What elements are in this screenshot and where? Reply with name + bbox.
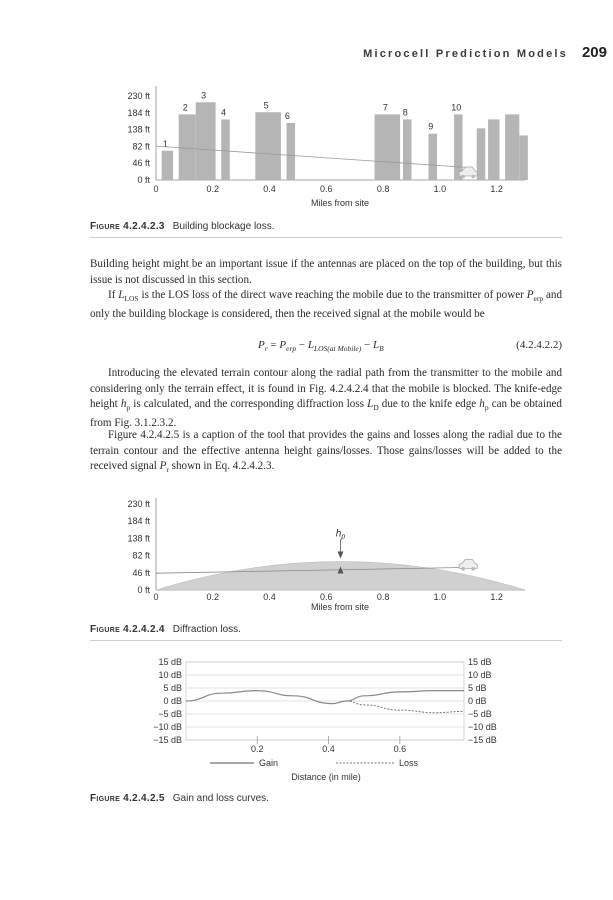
building-label: 3 [201, 90, 207, 101]
building-label: 2 [182, 102, 188, 113]
x-tick-label: 0.2 [251, 744, 264, 754]
building-bar [403, 119, 412, 180]
x-tick-label: 0.8 [376, 592, 390, 602]
y-tick-label: 46 ft [132, 158, 150, 169]
building-bar [179, 114, 196, 180]
x-tick-label: 1.2 [490, 592, 503, 602]
building-bar [162, 151, 173, 180]
y-tick-label-right: −10 dB [468, 722, 497, 732]
paragraph-4: Figure 4.2.4.2.5 is a caption of the tool that provides the gains and losses along the radial due to the terrain contour and the effective antenna height gains/losses. Those gains/losses will be added to the received signal $P_r$ shown in Eq. 4.2.4.2.3. [90, 429, 562, 475]
caption-text: Building blockage loss. [172, 221, 275, 232]
x-tick-label: 1.0 [433, 592, 447, 602]
x-tick-label: 0.6 [320, 184, 333, 194]
building-bar [375, 114, 401, 180]
building-label: 5 [263, 100, 269, 111]
running-title: Microcell Prediction Models [363, 48, 568, 60]
y-tick-label: 82 ft [132, 141, 150, 152]
x-axis-title: Miles from site [310, 198, 370, 208]
y-tick-label-right: −5 dB [468, 709, 492, 719]
y-tick-label-right: 5 dB [468, 683, 487, 693]
legend-gain-label: Gain [259, 758, 279, 768]
y-tick-label-left: 10 dB [158, 670, 182, 680]
paragraph-3: Introducing the elevated terrain contour along the radial path from the transmitter to the mobile and considering only the terrain effect, it is found in Fig. 4.2.4.2.4 that the mobile is blocked. The knife-edge height $h_p$ is calculated, and the corresponding diffraction loss $L_D$ due to the knife edge $h_p$ can be obtained from Fig. 3.1.2.3.2. [90, 367, 562, 429]
x-tick-label: 0.4 [263, 592, 276, 602]
caption-text: Gain and loss curves. [172, 793, 269, 804]
equation-body: $P_r = P_{erp} - L_{LOS(at Mobile)} - L_B$ [258, 339, 384, 354]
running-header [363, 44, 607, 64]
y-tick-label-left: 5 dB [163, 683, 182, 693]
gain-loss-chart [130, 656, 530, 786]
y-tick-label: 230 ft [127, 91, 150, 101]
y-tick-label-right: 10 dB [468, 670, 492, 680]
diffraction-loss-figure [100, 494, 530, 621]
paragraph-2: If $L_{LOS}$ is the LOS loss of the direct wave reaching the mobile due to the transmitter of power $P_{erp}$ and only the building blockage is considered, then the received signal at the mobile would be [90, 289, 563, 320]
x-tick-label: 0.4 [263, 184, 276, 194]
figure-caption-1 [90, 221, 275, 232]
building-label: 6 [284, 110, 290, 121]
building-bar [428, 134, 437, 180]
building-bar [196, 102, 216, 180]
building-label: 9 [428, 121, 434, 132]
building-bar [289, 123, 295, 180]
building-bar [477, 128, 486, 180]
x-tick-label: 0.4 [322, 744, 335, 754]
x-tick-label: 0.6 [393, 744, 407, 754]
building-label: 10 [451, 102, 462, 113]
y-tick-label-left: −10 dB [153, 722, 182, 732]
building-bar [505, 114, 519, 180]
arrow-down-icon [338, 552, 344, 559]
equation-number: (4.2.4.2.2) [516, 339, 562, 351]
building-bar [221, 119, 230, 180]
building-bar [255, 112, 281, 180]
diffraction-loss-chart [100, 494, 530, 616]
x-tick-label: 0.2 [206, 592, 220, 602]
caption-text: Diffraction loss. [172, 624, 241, 635]
y-tick-label: 230 ft [127, 499, 150, 509]
y-tick-label-left: −5 dB [158, 709, 182, 719]
figure-caption-3 [90, 793, 269, 804]
y-tick-label-left: 0 dB [163, 696, 182, 706]
x-tick-label: 1.0 [433, 184, 447, 194]
building-bar [488, 119, 499, 180]
y-tick-label: 46 ft [132, 567, 150, 578]
y-tick-label: 138 ft [127, 533, 150, 544]
y-tick-label: 0 ft [137, 585, 150, 595]
building-label: 1 [162, 138, 168, 149]
y-tick-label: 184 ft [127, 107, 150, 118]
knife-edge-label: $h_p$ [335, 528, 346, 541]
caption-rule [90, 237, 562, 238]
loss-curve [346, 701, 464, 713]
x-tick-label: 1.2 [490, 184, 503, 194]
y-tick-label-right: 15 dB [468, 657, 492, 667]
y-tick-label: 184 ft [127, 516, 150, 527]
car-icon [459, 559, 477, 570]
x-tick-label: 0.8 [376, 184, 390, 194]
y-tick-label: 0 ft [137, 175, 150, 185]
paragraph-1: Building height might be an important issue if the antennas are placed on the top of the building, but this issue is not discussed in this section. [90, 258, 562, 286]
y-tick-label-right: −15 dB [468, 735, 497, 745]
gain-loss-figure [130, 656, 530, 791]
x-tick-label: 0 [153, 184, 159, 194]
figure-caption-2 [90, 624, 241, 635]
y-tick-label-right: 0 dB [468, 696, 487, 706]
x-tick-label: 0 [153, 592, 159, 602]
y-tick-label-left: 15 dB [158, 657, 182, 667]
y-tick-label-left: −15 dB [153, 735, 182, 745]
caption-rule [90, 640, 562, 641]
x-tick-label: 0.6 [320, 592, 333, 602]
x-tick-label: 0.2 [206, 184, 220, 194]
caption-label: Figure 4.2.4.2.5 [90, 793, 165, 804]
building-bar [519, 135, 528, 180]
legend [210, 758, 419, 768]
building-bar [454, 114, 463, 180]
caption-label: Figure 4.2.4.2.3 [90, 221, 165, 232]
building-blockage-figure [100, 84, 530, 217]
building-label: 4 [221, 107, 227, 118]
x-axis-title: Miles from site [310, 602, 370, 612]
gain-curve [186, 691, 464, 704]
building-label: 7 [382, 102, 388, 113]
y-tick-label: 82 ft [132, 550, 150, 561]
legend-loss-label: Loss [399, 758, 419, 768]
y-tick-label: 138 ft [127, 124, 150, 135]
caption-label: Figure 4.2.4.2.4 [90, 624, 165, 635]
x-axis-title: Distance (in mile) [291, 772, 361, 782]
building-blockage-chart [100, 84, 530, 212]
equation-4-2-4-2-2 [90, 339, 562, 355]
building-label: 8 [402, 107, 408, 118]
page-number: 209 [581, 44, 607, 61]
